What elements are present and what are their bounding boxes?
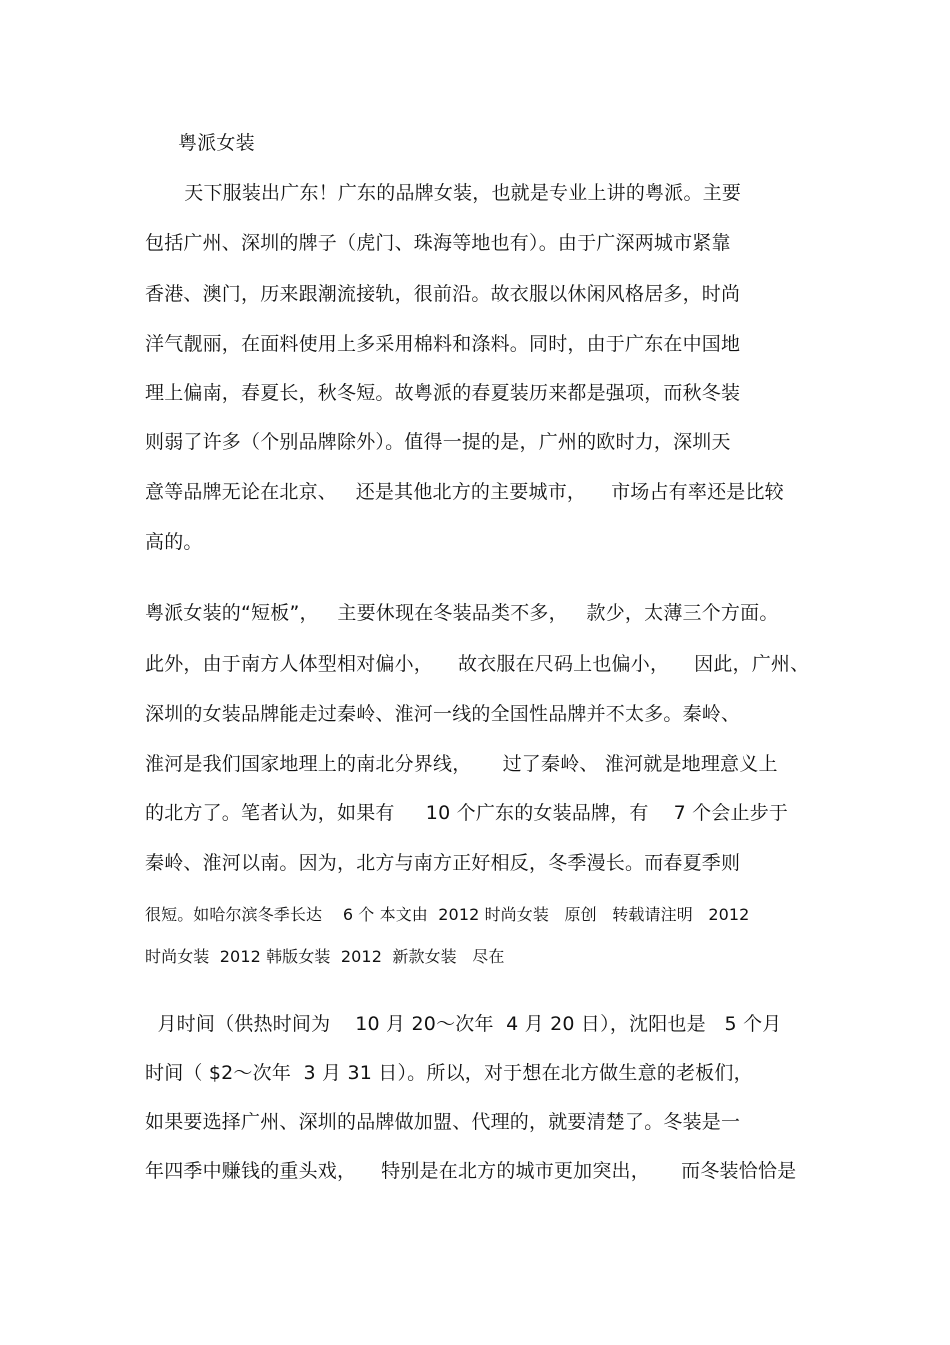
paragraph-line: 天下服装出广东！广东的品牌女装，也就是专业上讲的粤派。主要 (178, 182, 742, 204)
paragraph-line: 很短。如哈尔滨冬季长达 6 个 本文由 2012 时尚女装 原创 转载请注明 2012 (145, 905, 750, 924)
paragraph-line: 深圳的女装品牌能走过秦岭、淮河一线的全国性品牌并不太多。秦岭、 (145, 703, 741, 725)
paragraph-line: 则弱了许多（个别品牌除外）。值得一提的是，广州的欧时力，深圳天 (145, 431, 731, 453)
paragraph-line: 此外，由于南方人体型相对偏小， 故衣服在尺码上也偏小， 因此，广州、 (145, 653, 810, 675)
paragraph-line: 包括广州、深圳的牌子（虎门、珠海等地也有）。由于广深两城市紧靠 (145, 232, 731, 254)
paragraph-line: 淮河是我们国家地理上的南北分界线， 过了秦岭、 淮河就是地理意义上 (145, 753, 778, 775)
paragraph-line: 时间（ $2～次年 3 月 31 日）。所以，对于想在北方做生意的老板们， (145, 1062, 753, 1084)
paragraph-line: 秦岭、淮河以南。因为，北方与南方正好相反，冬季漫长。而春夏季则 (145, 852, 741, 874)
paragraph-line: 香港、澳门，历来跟潮流接轨，很前沿。故衣服以休闲风格居多，时尚 (145, 283, 741, 305)
paragraph-line: 理上偏南，春夏长，秋冬短。故粤派的春夏装历来都是强项，而秋冬装 (145, 382, 741, 404)
paragraph-line: 月时间（供热时间为 10 月 20～次年 4 月 20 日），沈阳也是 5 个月 (145, 1013, 782, 1035)
document-title: 粤派女装 (178, 132, 255, 154)
paragraph-line: 意等品牌无论在北京、 还是其他北方的主要城市， 市场占有率还是比较 (145, 481, 784, 503)
paragraph-line: 如果要选择广州、深圳的品牌做加盟、代理的，就要清楚了。冬装是一 (145, 1111, 741, 1133)
paragraph-line: 的北方了。笔者认为，如果有 10 个广东的女装品牌，有 7 个会止步于 (145, 802, 789, 824)
paragraph-line: 年四季中赚钱的重头戏， 特别是在北方的城市更加突出， 而冬装恰恰是 (145, 1160, 797, 1182)
paragraph-line: 时尚女装 2012 韩版女装 2012 新款女装 尽在 (145, 947, 505, 966)
paragraph-line: 粤派女装的“短板”， 主要休现在冬装品类不多， 款少，太薄三个方面。 (145, 602, 779, 624)
paragraph-line: 洋气靓丽，在面料使用上多采用棉料和涤料。同时，由于广东在中国地 (145, 333, 741, 355)
paragraph-line: 高的。 (145, 531, 203, 553)
